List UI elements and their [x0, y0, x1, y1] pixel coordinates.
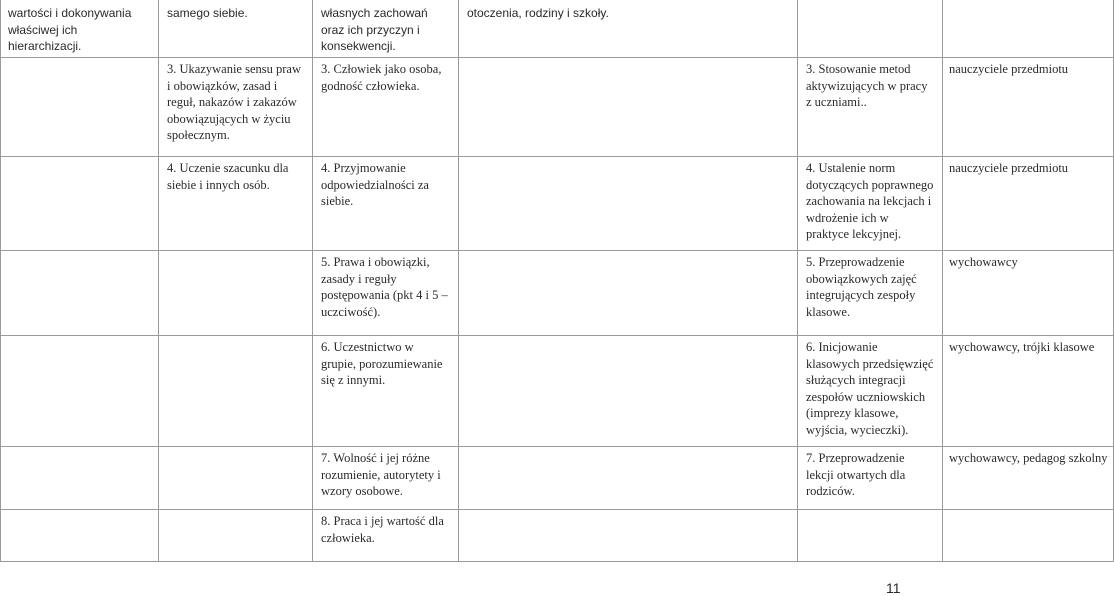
table-cell — [159, 447, 313, 510]
table-cell: 5. Przeprowadzenie obowiązkowych zajęć integrujących zespoły klasowe. — [798, 251, 943, 336]
table-row — [1, 336, 1114, 447]
table-cell — [459, 510, 798, 562]
table-row — [1, 251, 1114, 336]
table-cell: 3. Człowiek jako osoba, godność człowieka. — [313, 58, 459, 157]
table-cell — [798, 0, 943, 58]
table-row — [1, 58, 1114, 157]
table-cell: wychowawcy — [943, 251, 1114, 336]
table-cell: 8. Praca i jej wartość dla człowieka. — [313, 510, 459, 562]
table-cell: 6. Inicjowanie klasowych przedsięwzięć służących integracji zespołów uczniowskich (imprezy klasowe, wyjścia, wycieczki). — [798, 336, 943, 447]
table-cell: 3. Stosowanie metod aktywizujących w pracy z uczniami.. — [798, 58, 943, 157]
table-cell — [159, 336, 313, 447]
table-cell — [1, 336, 159, 447]
table-cell — [459, 157, 798, 251]
table-cell: 4. Przyjmowanie odpowiedzialności za siebie. — [313, 157, 459, 251]
table-cell: wychowawcy, pedagog szkolny — [943, 447, 1114, 510]
table-cell — [459, 447, 798, 510]
table-row — [1, 510, 1114, 562]
table-cell — [159, 251, 313, 336]
page-number: 11 — [886, 580, 901, 596]
table-cell: nauczyciele przedmiotu — [943, 58, 1114, 157]
table-cell: 6. Uczestnictwo w grupie, porozumiewanie się z innymi. — [313, 336, 459, 447]
table-cell — [1, 251, 159, 336]
table-cell: 4. Ustalenie norm dotyczących poprawnego zachowania na lekcjach i wdrożenie ich w praktyce lekcyjnej. — [798, 157, 943, 251]
table-cell: 5. Prawa i obowiązki, zasady i reguły postępowania (pkt 4 i 5 – uczciwość). — [313, 251, 459, 336]
table-row — [1, 447, 1114, 510]
table-cell — [1, 447, 159, 510]
table-cell — [798, 510, 943, 562]
table-row — [1, 157, 1114, 251]
table-cell: wychowawcy, trójki klasowe — [943, 336, 1114, 447]
table-cell — [159, 510, 313, 562]
table-cell: 4. Uczenie szacunku dla siebie i innych osób. — [159, 157, 313, 251]
table-cell: wartości i dokonywania właściwej ich hierarchizacji. — [1, 0, 159, 58]
table-cell: samego siebie. — [159, 0, 313, 58]
table-cell: otoczenia, rodziny i szkoły. — [459, 0, 798, 58]
table-cell: własnych zachowań oraz ich przyczyn i konsekwencji. — [313, 0, 459, 58]
table-cell — [1, 58, 159, 157]
table-cell — [459, 58, 798, 157]
table-cell — [459, 336, 798, 447]
table-cell — [943, 510, 1114, 562]
table-cell: 7. Wolność i jej różne rozumienie, autorytety i wzory osobowe. — [313, 447, 459, 510]
table-cell — [943, 0, 1114, 58]
table-cell — [459, 251, 798, 336]
table-cell — [1, 510, 159, 562]
table-row — [1, 0, 1114, 58]
table-cell: 7. Przeprowadzenie lekcji otwartych dla rodziców. — [798, 447, 943, 510]
table-cell — [1, 157, 159, 251]
table-cell: 3. Ukazywanie sensu praw i obowiązków, zasad i reguł, nakazów i zakazów obowiązujących w życiu społecznym. — [159, 58, 313, 157]
table-cell: nauczyciele przedmiotu — [943, 157, 1114, 251]
